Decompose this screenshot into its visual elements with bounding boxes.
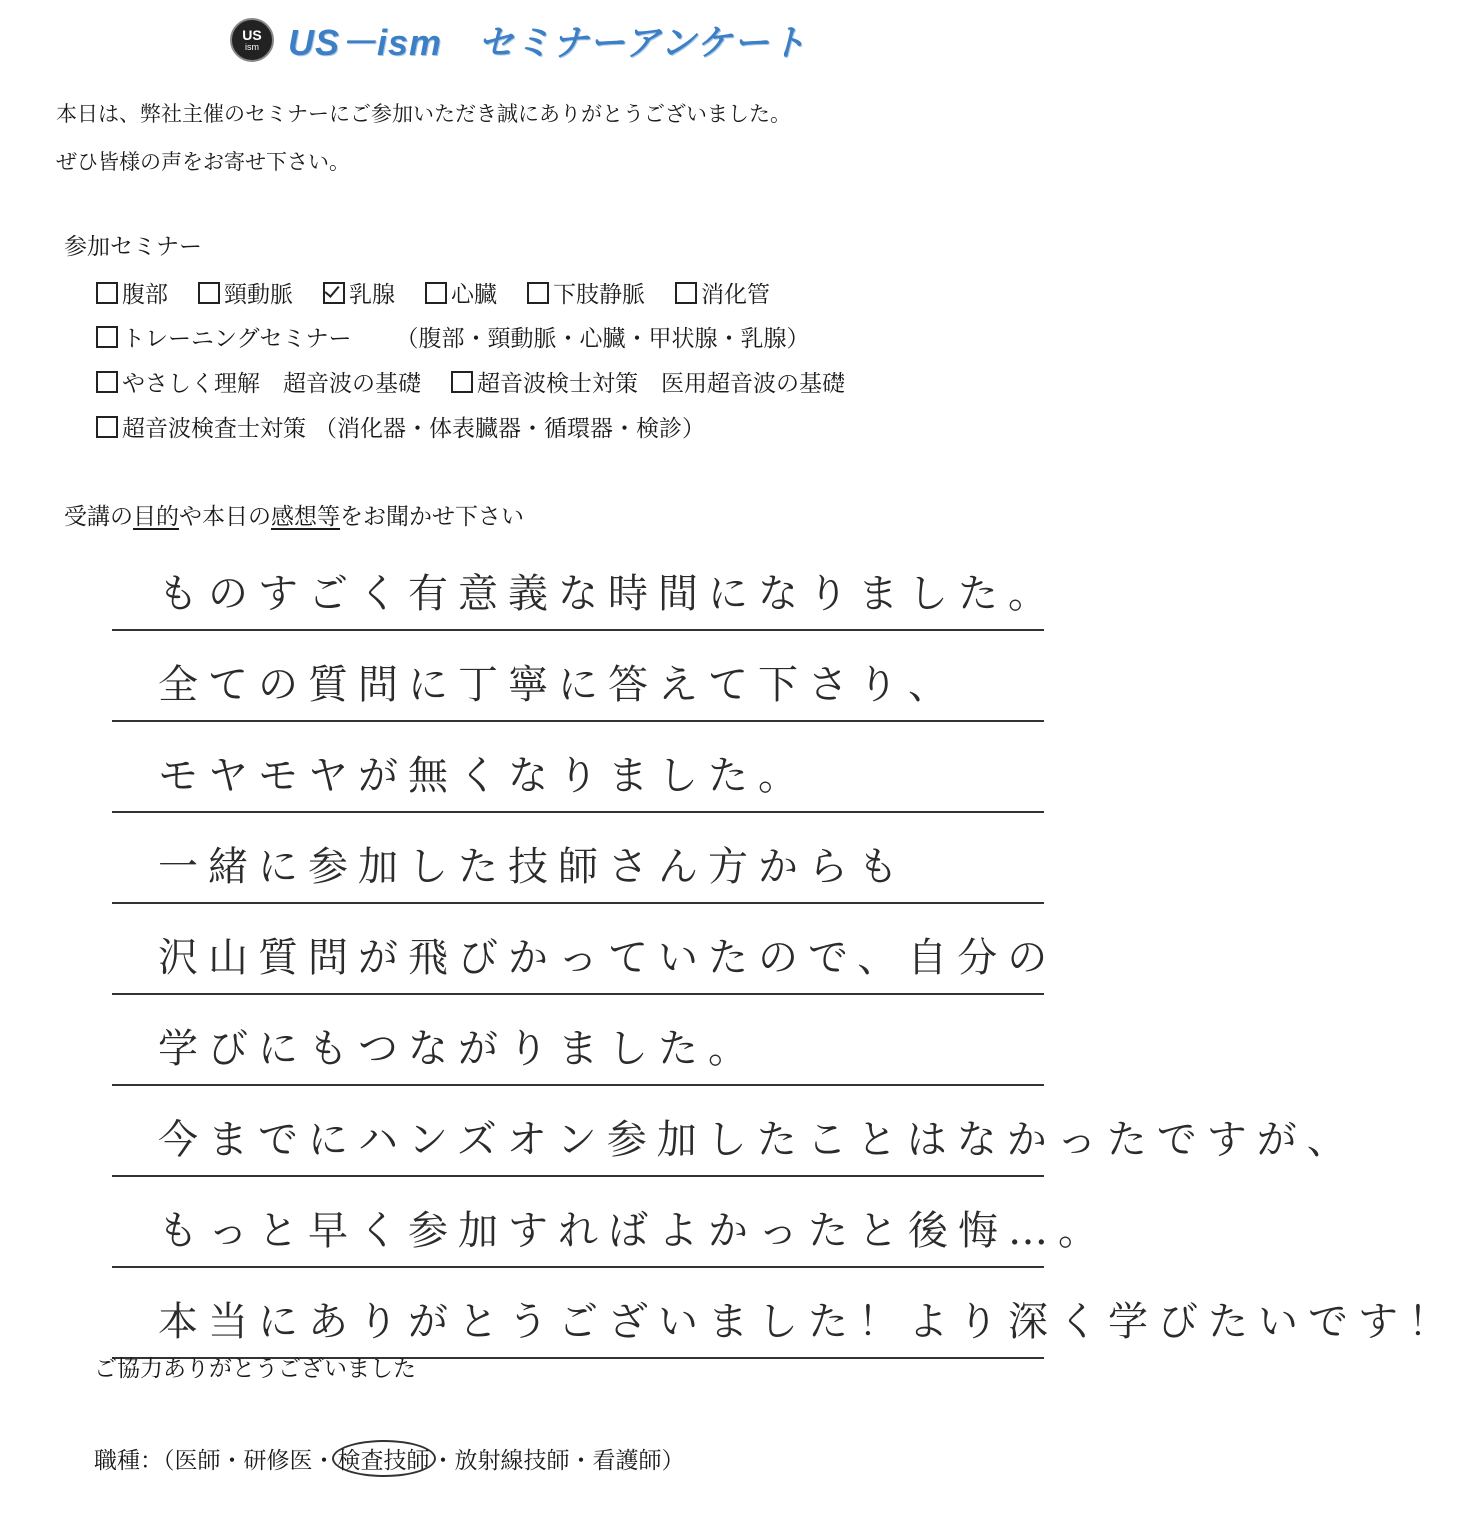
checkbox[interactable] — [96, 416, 118, 438]
option-note: （消化器・体表臓器・循環器・検診） — [314, 416, 705, 442]
checkbox-checked[interactable] — [323, 282, 345, 304]
checkbox[interactable] — [96, 326, 118, 348]
intro-text — [56, 90, 791, 186]
seminar-row-2 — [96, 320, 810, 353]
title-brand: US－ism — [288, 21, 443, 63]
checkbox[interactable] — [96, 371, 118, 393]
checkbox[interactable] — [675, 282, 697, 304]
answer-text: 全ての質問に丁寧に答えて下さり、 — [158, 662, 958, 708]
logo-text-top: US — [242, 27, 262, 43]
checkbox[interactable] — [96, 282, 118, 304]
answer-text: 学びにもつながりました。 — [158, 1026, 758, 1072]
option-sonographer-exam[interactable] — [451, 365, 845, 398]
answer-line — [112, 540, 1058, 631]
answer-line — [112, 1086, 1357, 1177]
option-basic-ultrasound[interactable] — [96, 365, 421, 398]
answer-text: もっと早く参加すればよかったと後悔…。 — [158, 1208, 1108, 1254]
seminar-row-4 — [96, 410, 705, 443]
intro-line-1: 本日は、弊社主催のセミナーにご参加いただき誠にありがとうございました。 — [56, 102, 791, 126]
option-lower-limb-vein[interactable] — [527, 276, 645, 309]
option-examiner-exam[interactable] — [96, 410, 306, 443]
answer-line — [112, 631, 1044, 722]
option-label: 超音波検士対策 医用超音波の基礎 — [477, 371, 845, 397]
occupation-label: 職種：（ — [94, 1448, 175, 1474]
occupation-selected[interactable]: 検査技師 — [332, 1440, 436, 1477]
checkbox[interactable] — [451, 371, 473, 393]
checkbox[interactable] — [198, 282, 220, 304]
option-carotid[interactable] — [198, 276, 293, 309]
option-heart[interactable] — [425, 276, 497, 309]
option-label: 心臓 — [451, 282, 497, 308]
question-underlined: 目的 — [133, 504, 179, 530]
handwritten-answer — [112, 540, 1458, 1359]
thanks-text: ご協力ありがとうございました — [94, 1356, 416, 1382]
option-label: 腹部 — [122, 282, 168, 308]
option-note: （腹部・頸動脈・心臓・甲状腺・乳腺） — [395, 326, 810, 352]
seminar-row-3 — [96, 365, 845, 398]
answer-line — [112, 722, 1044, 813]
checkbox[interactable] — [425, 282, 447, 304]
option-label: 消化管 — [701, 282, 770, 308]
seminar-row-1 — [96, 276, 770, 309]
question-underlined: 感想等 — [271, 504, 340, 530]
answer-line — [112, 904, 1058, 995]
page-title — [288, 15, 807, 66]
question-text: や本日の — [179, 504, 271, 530]
answer-text: モヤモヤが無くなりました。 — [158, 753, 808, 799]
question-text: をお聞かせ下さい — [340, 504, 524, 530]
option-training-seminar[interactable] — [96, 320, 352, 353]
occupation-options[interactable]: 医師・研修医・ — [174, 1448, 336, 1474]
option-label: 乳腺 — [349, 282, 395, 308]
answer-line — [112, 813, 1044, 904]
option-label: やさしく理解 超音波の基礎 — [122, 371, 421, 397]
intro-line-2: ぜひ皆様の声をお寄せ下さい。 — [56, 150, 350, 174]
option-abdomen[interactable] — [96, 276, 168, 309]
answer-text: 今までにハンズオン参加したことはなかったですが、 — [158, 1117, 1357, 1163]
occupation-field — [94, 1440, 685, 1477]
option-label: 頸動脈 — [224, 282, 293, 308]
answer-line — [112, 995, 1044, 1086]
option-breast[interactable] — [323, 276, 395, 309]
answer-text: 一緒に参加した技師さん方からも — [158, 844, 908, 890]
checkbox[interactable] — [527, 282, 549, 304]
survey-header — [230, 14, 807, 66]
option-label: 超音波検査士対策 — [122, 416, 306, 442]
option-label: トレーニングセミナー — [122, 326, 352, 352]
answer-text: 本当にありがとうございました！より深く学びたいです！ — [158, 1299, 1458, 1345]
question-title — [64, 498, 524, 531]
occupation-options[interactable]: ・放射線技師・看護師） — [431, 1448, 685, 1474]
us-ism-logo — [230, 18, 274, 62]
title-survey: セミナーアンケート — [478, 21, 808, 63]
seminar-section-title: 参加セミナー — [64, 234, 202, 260]
option-digestive-tract[interactable] — [675, 276, 770, 309]
question-text: 受講の — [64, 504, 133, 530]
answer-text: 沢山質問が飛びかっていたので、自分の — [158, 935, 1058, 981]
answer-line — [112, 1177, 1108, 1268]
answer-text: ものすごく有意義な時間になりました。 — [158, 571, 1058, 617]
answer-line — [112, 1268, 1458, 1359]
option-label: 下肢静脈 — [553, 282, 645, 308]
logo-text-bottom: ism — [245, 42, 259, 52]
